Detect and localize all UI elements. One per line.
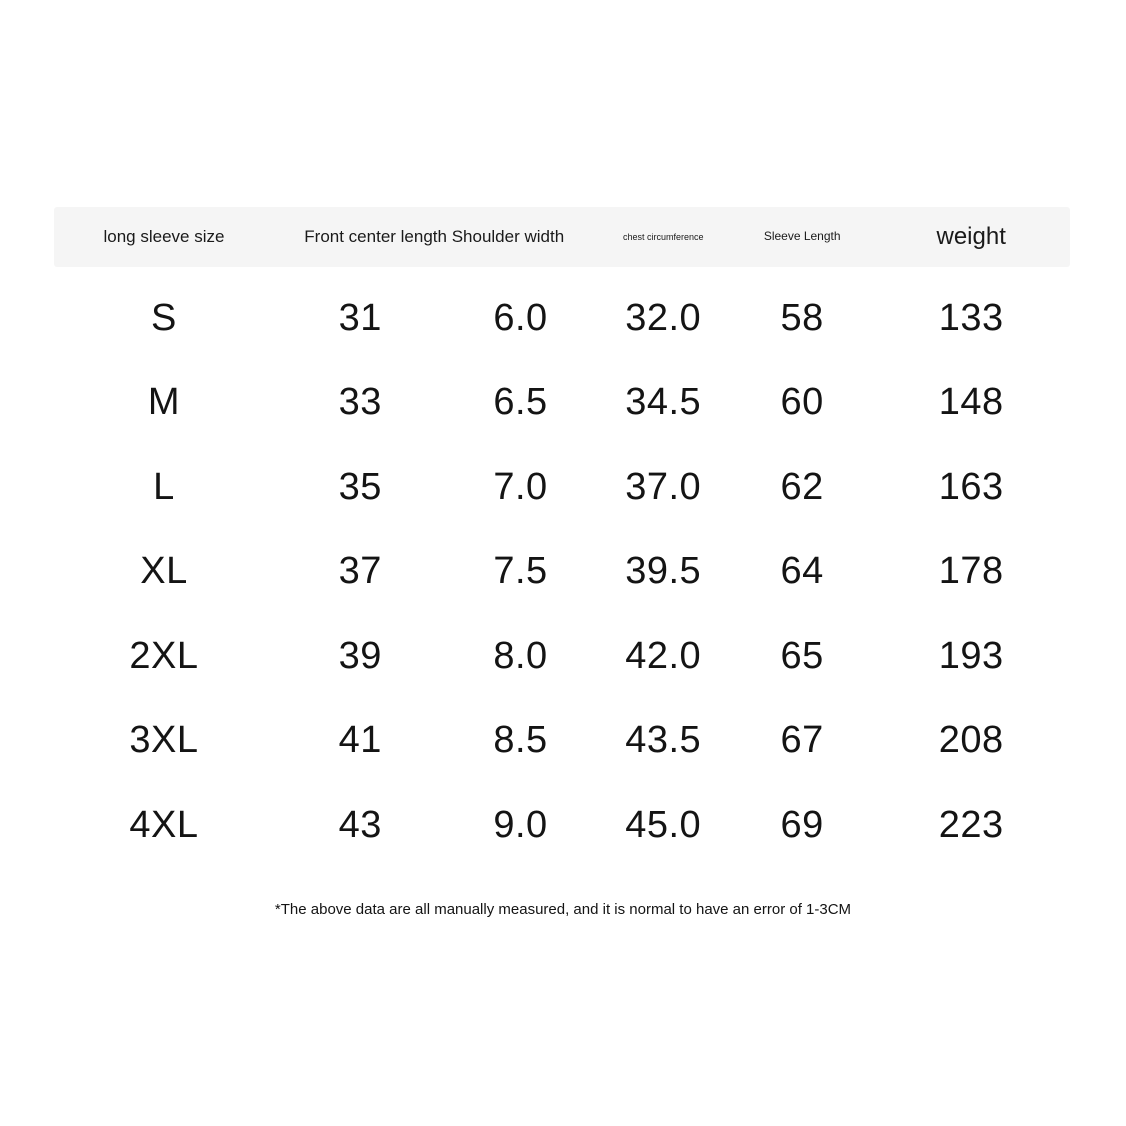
shoulder-cell: 9.0: [493, 803, 548, 846]
chest-cell: 32.0: [625, 296, 702, 339]
size-cell: 2XL: [129, 634, 199, 677]
weight-cell: 178: [938, 550, 1004, 593]
sleeve-cell: 65: [780, 634, 824, 677]
chest-cell: 43.5: [625, 719, 702, 762]
weight-cell: 163: [938, 465, 1004, 508]
sleeve-cell: 62: [780, 465, 824, 508]
size-cell: M: [147, 381, 181, 424]
table-row: [54, 445, 1070, 530]
header-chest-label: chest circumference: [622, 231, 704, 242]
chest-cell: 39.5: [625, 550, 702, 593]
measurement-disclaimer: *The above data are all manually measured, and it is normal to have an error of 1-3CM: [274, 901, 852, 918]
sleeve-cell: 64: [780, 550, 824, 593]
shoulder-cell: 8.0: [493, 634, 548, 677]
shoulder-cell: 7.0: [493, 465, 548, 508]
table-body: [54, 267, 1070, 868]
header-size-label: long sleeve size: [103, 227, 225, 247]
size-cell: 3XL: [129, 719, 199, 762]
front-cell: 35: [338, 465, 382, 508]
shoulder-cell: 7.5: [493, 550, 548, 593]
chest-cell: 34.5: [625, 381, 702, 424]
table-row: [54, 276, 1070, 361]
size-cell: XL: [140, 550, 188, 593]
header-sleeve-label: Sleeve Length: [763, 229, 841, 244]
front-cell: 41: [338, 719, 382, 762]
weight-cell: 223: [938, 803, 1004, 846]
size-cell: L: [153, 465, 175, 508]
sleeve-cell: 58: [780, 296, 824, 339]
front-cell: 43: [338, 803, 382, 846]
sleeve-cell: 60: [780, 381, 824, 424]
size-cell: S: [151, 296, 177, 339]
table-row: [54, 783, 1070, 868]
front-cell: 33: [338, 381, 382, 424]
front-cell: 31: [338, 296, 382, 339]
size-chart-table: [54, 207, 1070, 868]
shoulder-cell: 8.5: [493, 719, 548, 762]
table-row: [54, 530, 1070, 615]
front-cell: 37: [338, 550, 382, 593]
header-front-shoulder-label: Front center length Shoulder width: [304, 227, 565, 247]
table-row: [54, 361, 1070, 446]
weight-cell: 133: [938, 296, 1004, 339]
front-cell: 39: [338, 634, 382, 677]
weight-cell: 193: [938, 634, 1004, 677]
chest-cell: 45.0: [625, 803, 702, 846]
sleeve-cell: 69: [780, 803, 824, 846]
header-weight-label: weight: [936, 223, 1006, 251]
chest-cell: 37.0: [625, 465, 702, 508]
size-cell: 4XL: [129, 803, 199, 846]
sleeve-cell: 67: [780, 719, 824, 762]
weight-cell: 208: [938, 719, 1004, 762]
table-row: [54, 699, 1070, 784]
shoulder-cell: 6.0: [493, 296, 548, 339]
chest-cell: 42.0: [625, 634, 702, 677]
weight-cell: 148: [938, 381, 1004, 424]
table-header-row: [54, 207, 1070, 267]
shoulder-cell: 6.5: [493, 381, 548, 424]
table-row: [54, 614, 1070, 699]
